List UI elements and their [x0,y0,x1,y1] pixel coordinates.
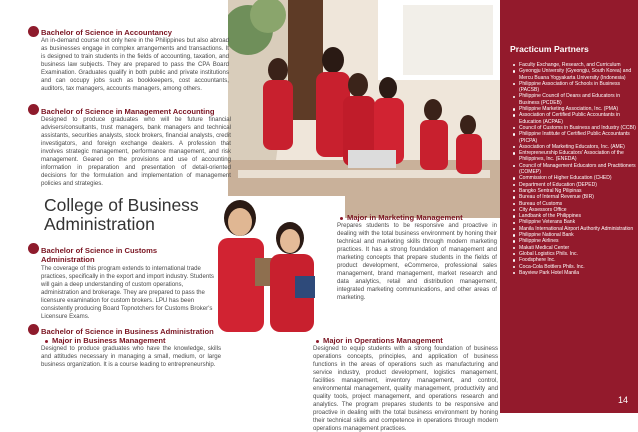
partner-item: Global Logistics Phils. Inc. [512,251,636,257]
students-with-books-illustration [200,196,345,332]
partner-item: Philippine Council of Deans and Educators in Business (PCDEB) [512,93,636,106]
major-marketing-text: Prepares students to be responsive and proactive in dealing with the total business environment by honing their technical and marketing skills through modern marketing practices. It has a strong foundation of management and marketing concepts that prepare students in the fields of product development, eCommerce, professional sales management, brand management, market research and data analytics, retail and distribution management, integrated marketing communications, and other areas of marketing. [337,222,497,301]
students-photo-illustration [228,0,500,218]
major-marketing-label [340,213,500,222]
students-photo [228,0,500,218]
partner-item: Commission of Higher Education (CHED) [512,175,636,181]
customs-text: The coverage of this program extends to international trade practices, specifically in the export and import industry. Students will gain a deep understanding of custom operations, administration and brokerage. They are prepared to pass the licensure examination for custom brokers. LPU has been consistently producing Board Topnotchers for Customs Broker's Licensure Exams. [41,265,214,320]
partners-list [512,62,636,276]
section-bullet-accountancy [28,26,39,37]
accountancy-text: An in-demand course not only here in the Philippines but also abroad as businesses engage in complex arrangements and transactions. It is designed to train students in the fields of accounting, taxation, and business law subjects. They are prepared to pass the CPA Board Examination. Graduates qualify in both public and private institutions and can occupy jobs such as bookkeepers, cost accountants, auditors, tax managers, accounts managers, among others. [41,37,229,92]
major-business-management-text-label: Major in Business Management [52,336,166,345]
accountancy-heading: Bachelor of Science in Accountancy [41,28,172,37]
business-admin-heading: Bachelor of Science in Business Administration [41,327,214,336]
partner-item: Bayview Park Hotel Manila [512,270,636,276]
partner-item: Department of Education (DEPED) [512,182,636,188]
major-bullet [340,217,343,220]
partner-item: Philippine National Bank [512,232,636,238]
section-bullet-management-accounting [28,104,39,115]
page-number: 14 [617,395,628,405]
partner-item: Association of Marketing Educators, Inc. (AME) [512,144,636,150]
students-with-books-photo [200,196,345,332]
major-business-management-text: Designed to produce graduates who have the knowledge, skills and attitudes necessary in managing a small, medium, or large business organization. It is a course leading to entrepreneurship. [41,345,221,368]
partner-item: Philippine Veterans Bank [512,219,636,225]
section-bullet-customs [28,243,39,254]
partner-item: Gyeongju University (Gyeongju, South Korea) and Mercu Buana Yogyakarta University (Indonesia) [512,68,636,81]
partner-item: Coca-Cola Bottlers Phils. Inc. [512,264,636,270]
partner-item: City Assessors Office [512,207,636,213]
partner-item: Philippine Airlines [512,238,636,244]
partner-item: Philippine Institute of Certified Public Accountants (PICPA) [512,131,636,144]
partner-item: Bureau of Customs [512,201,636,207]
partner-item: Bangko Sentral Ng Pilipinas [512,188,636,194]
partner-item: Association of Certified Public Accountants in Education (ACPAE) [512,112,636,125]
customs-heading: Bachelor of Science in Customs Administration [41,246,158,264]
partner-item: Philippine Marketing Association, Inc. (PMA) [512,106,636,112]
major-operations-label [316,336,496,345]
major-bullet [316,340,319,343]
partner-item: Foodsphere Inc. [512,257,636,263]
practicum-title: Practicum Partners [510,44,589,54]
partner-item: Council of Customs in Business and Industry (CCBI) [512,125,636,131]
major-marketing-text-label: Major in Marketing Management [347,213,463,222]
college-title-line2: Administration [44,214,155,234]
section-bullet-business-admin [28,324,39,335]
major-operations-text: Designed to equip students with a strong foundation of business operations concepts, principles, and application of business functions in the areas of operations such as manufacturing and service industry, product development, logistics management, facilities management, inventory management, and control, environmental management, quality management, productivity and quality tools, project management, and operations research and analytics. The program prepares students to be responsive and proactive in dealing with the total business environment by honing their technical skills and competence in operations through modern operations management practices. [313,345,498,432]
partner-item: Faculty Exchange, Research, and Curriculum [512,62,636,68]
management-accounting-heading: Bachelor of Science in Management Accounting [41,107,215,116]
practicum-panel [500,0,638,413]
college-title [44,196,214,234]
major-operations-text-label: Major in Operations Management [323,336,443,345]
partner-item: Landbank of the Philippines [512,213,636,219]
partner-item: Makati Medical Center [512,245,636,251]
major-bullet [45,340,48,343]
management-accounting-text: Designed to produce graduates who will be future financial advisers/consultants, trust managers, bank managers and technical assistants, securities analysts, stock brokers, financial analysts, credit investigators, and foreign exchange dealers. A profession that involves strategic management, performance management, and risk management. Geared on the provisions and use of accounting information in preparation and presentation of detail-oriented decisions for the formulation and implementation of management policies and strategies. [41,116,231,187]
partner-item: Council of Management Educators and Practitioners (COMEP) [512,163,636,176]
major-business-management-label [45,336,225,345]
partner-item: Bureau of Internal Revenue (BIR) [512,194,636,200]
partner-item: Entrepreneurship Educators' Association of the Philippines, Inc. (ENEDA) [512,150,636,163]
partner-item: Philippine Association of Schools in Business (PACSB) [512,81,636,94]
college-title-line1: College of Business [44,195,199,215]
partner-item: Manila International Airport Authority Administration [512,226,636,232]
